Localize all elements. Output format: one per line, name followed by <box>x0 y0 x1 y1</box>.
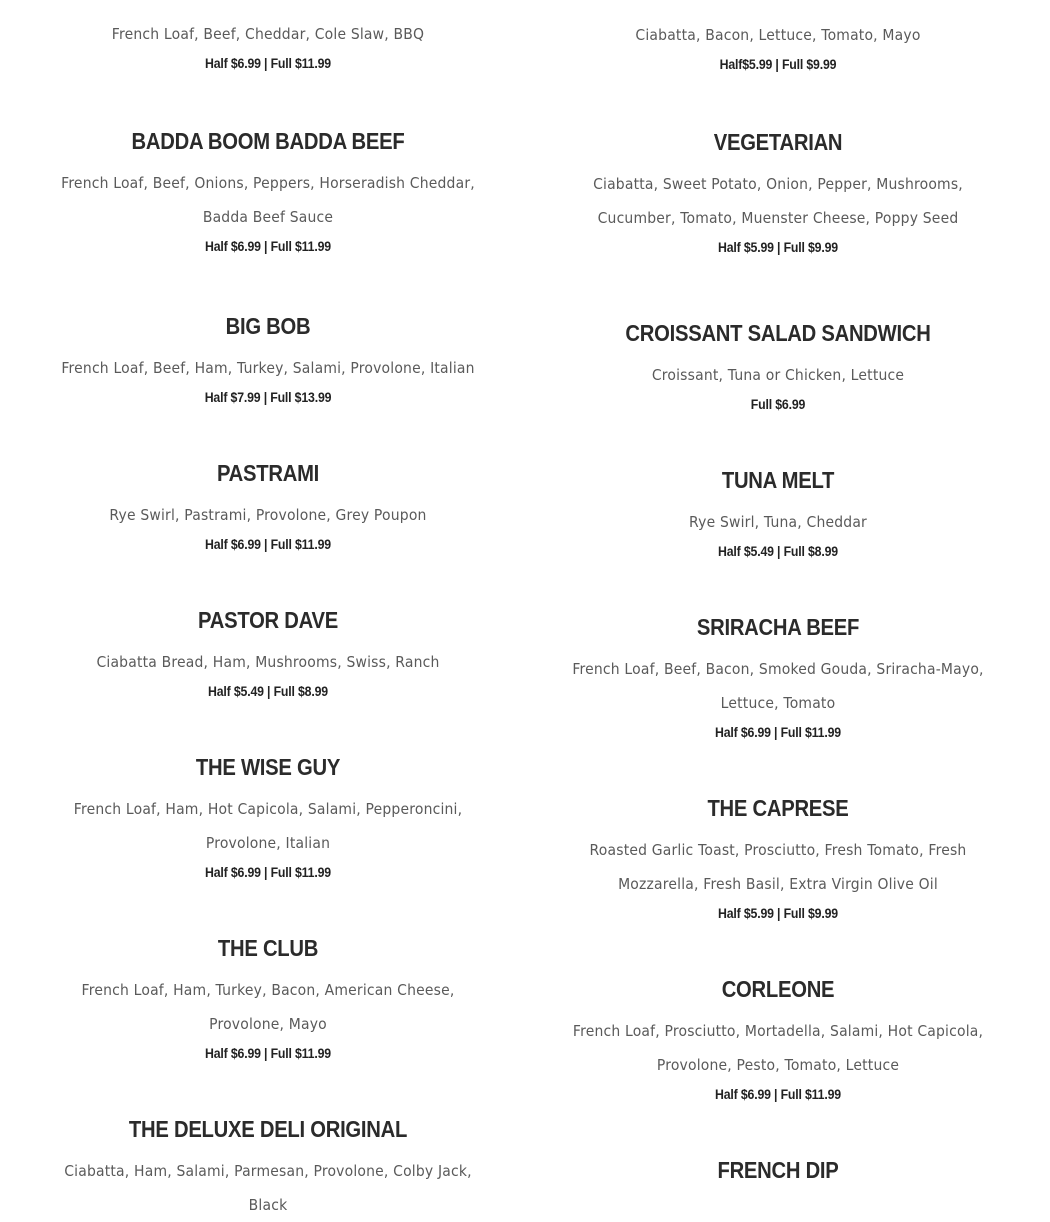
item-ingredients: Croissant, Tuna or Chicken, Lettuce <box>651 366 905 384</box>
item-ingredients: Rye Swirl, Tuna, Cheddar <box>689 513 867 531</box>
item-ingredients: French Loaf, Beef, Ham, Turkey, Salami, Provolone, Italian <box>61 359 475 377</box>
menu-item <box>538 793 1018 925</box>
item-ingredients: French Loaf, Prosciutto, Mortadella, Salami, Hot Capicola, Provolone, Pesto, Tomato, Lettuce <box>572 1022 984 1074</box>
item-price: Half $6.99 | Full $11.99 <box>205 238 331 254</box>
item-price: Half $5.49 | Full $8.99 <box>208 683 328 699</box>
item-ingredients: French Loaf, Ham, Turkey, Bacon, American Cheese, Provolone, Mayo <box>81 981 455 1033</box>
item-name: SRIRACHA BEEF <box>696 614 860 640</box>
item-name: THE WISE GUY <box>195 754 341 780</box>
item-price: Half$5.99 | Full $9.99 <box>719 56 837 72</box>
item-price: Half $5.49 | Full $8.99 <box>718 543 838 559</box>
item-ingredients: Roasted Garlic Toast, Prosciutto, Fresh Tomato, Fresh Mozzarella, Fresh Basil, Extra Virgin Olive Oil <box>589 841 967 893</box>
item-price: Half $6.99 | Full $11.99 <box>715 1086 841 1102</box>
item-name: THE DELUXE DELI ORIGINAL <box>128 1116 408 1142</box>
menu-item <box>538 18 1018 76</box>
menu-item <box>538 465 1018 563</box>
item-ingredients: Ciabatta, Bacon, Lettuce, Tomato, Mayo <box>635 26 921 44</box>
item-name: CORLEONE <box>721 976 835 1002</box>
item-ingredients: French Loaf, Beef, Cheddar, Cole Slaw, BBQ <box>111 25 425 43</box>
menu-item <box>538 612 1018 744</box>
item-ingredients: Rye Swirl, Pastrami, Provolone, Grey Poupon <box>109 506 427 524</box>
item-name: THE CAPRESE <box>707 795 849 821</box>
item-name: PASTOR DAVE <box>198 607 338 633</box>
item-name: TUNA MELT <box>721 467 835 493</box>
item-price: Half $6.99 | Full $11.99 <box>205 536 331 552</box>
item-price: Half $6.99 | Full $11.99 <box>205 864 331 880</box>
menu-item <box>538 974 1018 1106</box>
item-price: Half $7.99 | Full $13.99 <box>204 389 332 405</box>
item-price: Full $6.99 <box>750 396 806 412</box>
item-ingredients: Ciabatta, Sweet Potato, Onion, Pepper, Mushrooms, Cucumber, Tomato, Muenster Cheese, Poppy Seed <box>593 175 963 227</box>
item-price: Half $6.99 | Full $11.99 <box>205 1045 331 1061</box>
item-price: Half $6.99 | Full $11.99 <box>205 55 331 71</box>
item-name: VEGETARIAN <box>713 129 843 155</box>
item-ingredients: French Loaf, Ham, Hot Capicola, Salami, Pepperoncini, Provolone, Italian <box>73 800 463 852</box>
item-name: PASTRAMI <box>216 460 320 486</box>
item-name: THE CLUB <box>217 935 319 961</box>
item-name: CROISSANT SALAD SANDWICH <box>625 320 931 346</box>
item-ingredients: French Loaf, Beef, Bacon, Smoked Gouda, Sriracha-Mayo, Lettuce, Tomato <box>572 660 984 712</box>
item-price: Half $6.99 | Full $11.99 <box>715 724 841 740</box>
item-price: Half $5.99 | Full $9.99 <box>718 905 838 921</box>
menu-item <box>538 127 1018 259</box>
menu-item <box>538 1155 1018 1195</box>
item-name: BIG BOB <box>225 313 311 339</box>
item-ingredients: French Loaf, Beef, Onions, Peppers, Horseradish Cheddar, Badda Beef Sauce <box>61 174 475 226</box>
item-price: Half $5.99 | Full $9.99 <box>718 239 838 255</box>
item-name: BADDA BOOM BADDA BEEF <box>131 128 405 154</box>
item-ingredients: Ciabatta Bread, Ham, Mushrooms, Swiss, Ranch <box>96 653 440 671</box>
menu-item <box>538 318 1018 416</box>
item-name: FRENCH DIP <box>717 1157 839 1183</box>
item-ingredients: Ciabatta, Ham, Salami, Parmesan, Provolone, Colby Jack, Black <box>64 1162 472 1214</box>
